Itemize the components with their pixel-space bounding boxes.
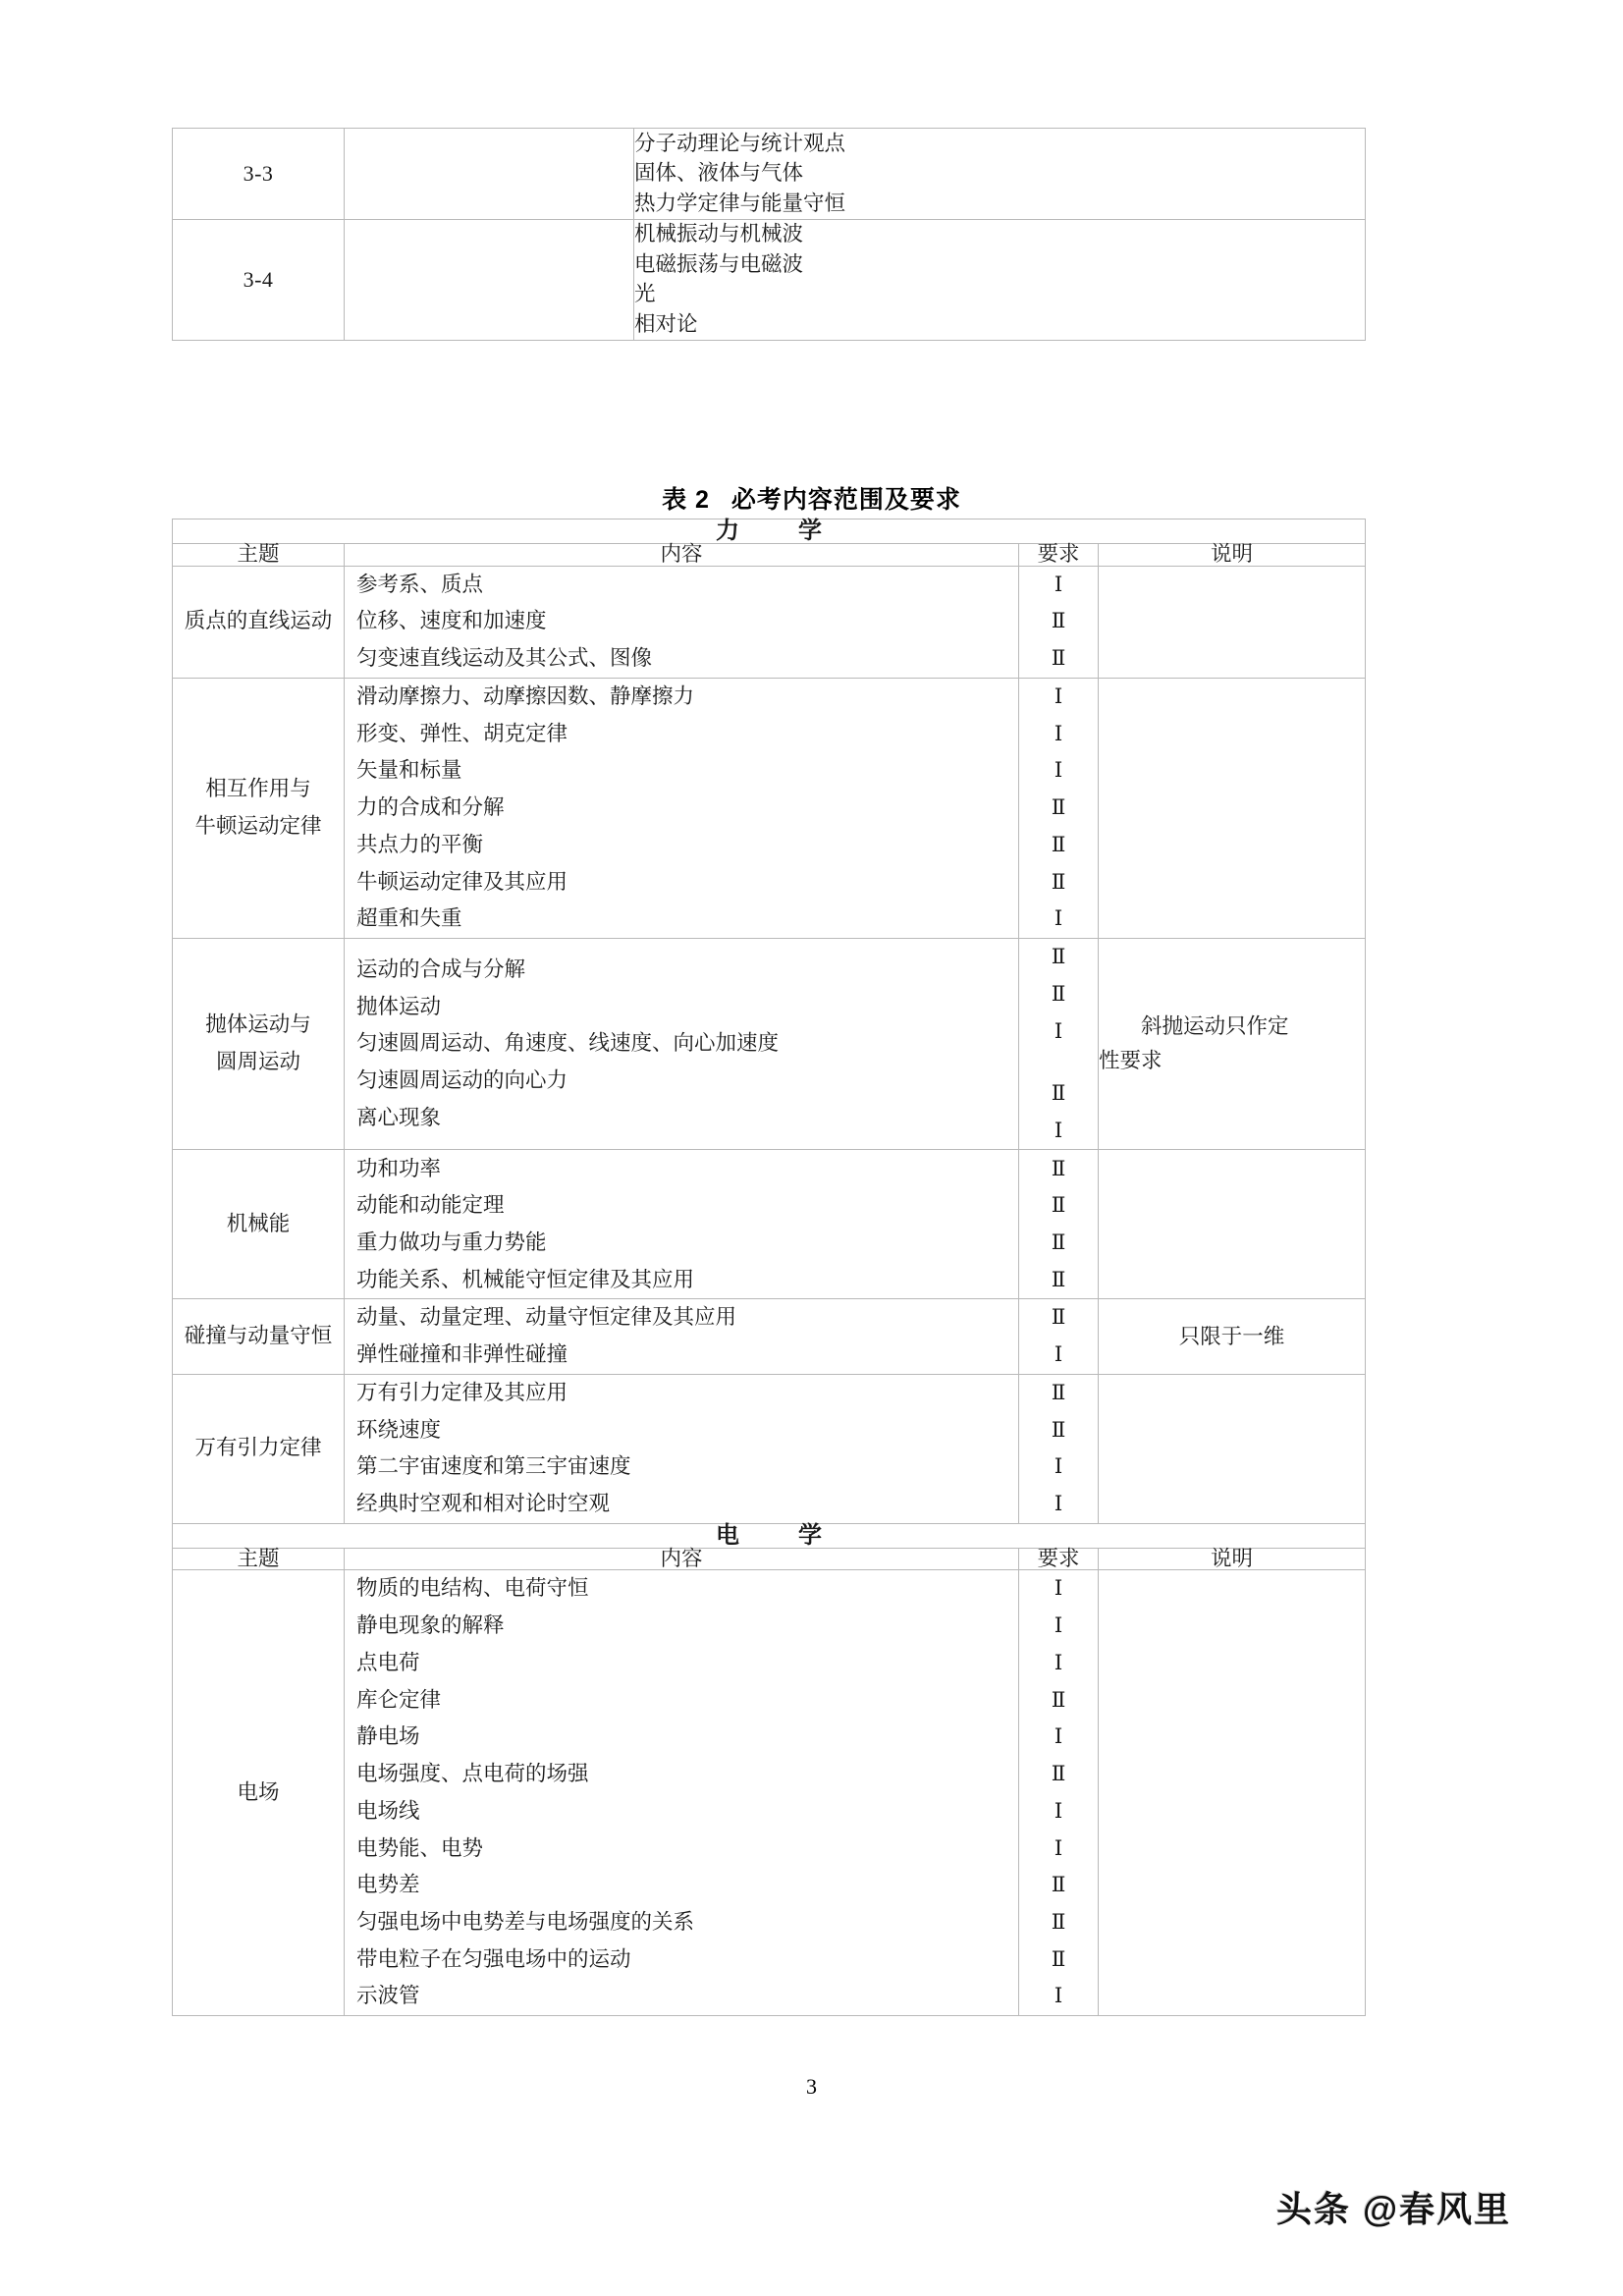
list-item: 共点力的平衡 — [356, 832, 484, 856]
content-cell — [345, 1570, 1019, 2016]
requirement-level: Ⅱ — [1051, 1946, 1066, 1971]
list-item: 点电荷 — [356, 1650, 420, 1674]
list-item: 电势差 — [356, 1873, 420, 1897]
list-item: 匀变速直线运动及其公式、图像 — [356, 646, 653, 671]
section-band-row — [173, 1523, 1366, 1548]
list-item: 热力学定律与能量守恒 — [634, 191, 846, 215]
list-item: 牛顿运动定律及其应用 — [356, 869, 568, 894]
requirement-cell — [1019, 678, 1099, 938]
list-item: 万有引力定律及其应用 — [356, 1380, 568, 1404]
requirement-level: Ⅱ — [1051, 795, 1066, 820]
table-row — [173, 938, 1366, 1149]
requirement-level: Ⅰ — [1054, 906, 1063, 931]
caption-text: 必考内容范围及要求 — [730, 486, 961, 514]
requirement-level: Ⅱ — [1051, 945, 1066, 969]
list-item: 离心现象 — [356, 1105, 442, 1129]
list-item: 匀速圆周运动的向心力 — [356, 1068, 568, 1093]
requirement-level: Ⅱ — [1051, 1909, 1066, 1934]
content-cell — [345, 1374, 1019, 1523]
list-item: 固体、液体与气体 — [634, 161, 804, 185]
table-header-row — [173, 1548, 1366, 1570]
list-item: 参考系、质点 — [356, 572, 484, 596]
list-item: 抛体运动 — [356, 994, 442, 1018]
section-band-electricity: 电 学 — [173, 1523, 1366, 1548]
list-item: 机械振动与机械波 — [634, 222, 804, 246]
table-row — [173, 1374, 1366, 1523]
list-item: 示波管 — [356, 1984, 420, 2008]
header-note: 说明 — [1099, 1548, 1366, 1570]
note-cell — [1099, 1570, 1366, 2016]
requirement-level: Ⅱ — [1051, 1230, 1066, 1254]
content-cell — [345, 566, 1019, 678]
header-content: 内容 — [345, 544, 1019, 567]
note-cell — [1099, 1150, 1366, 1299]
list-item: 电场线 — [356, 1798, 420, 1823]
note-cell — [1099, 566, 1366, 678]
requirement-level: Ⅱ — [1051, 1873, 1066, 1897]
requirement-level: Ⅰ — [1054, 1118, 1063, 1142]
requirement-level: Ⅰ — [1054, 1576, 1063, 1601]
list-item: 重力做功与重力势能 — [356, 1230, 547, 1254]
requirement-level: Ⅱ — [1051, 1193, 1066, 1218]
list-item: 静电场 — [356, 1724, 420, 1749]
list-item: 电场强度、点电荷的场强 — [356, 1762, 589, 1786]
list-item: 库仑定律 — [356, 1687, 442, 1712]
requirement-level: Ⅰ — [1054, 1454, 1063, 1479]
list-item: 电势能、电势 — [356, 1835, 484, 1860]
requirement-level: Ⅰ — [1054, 1798, 1063, 1823]
requirement-cell — [1019, 1299, 1099, 1374]
note-line: 斜抛运动只作定 — [1141, 1014, 1289, 1039]
requirement-level: Ⅱ — [1051, 609, 1066, 633]
topic-cell: 机械能 — [173, 1150, 345, 1299]
requirement-level: Ⅱ — [1051, 1305, 1066, 1330]
header-topic: 主题 — [173, 544, 345, 567]
table-row — [173, 1150, 1366, 1299]
list-item: 运动的合成与分解 — [356, 957, 526, 981]
topic-cell: 电场 — [173, 1570, 345, 2016]
table-header-row — [173, 544, 1366, 567]
requirement-level: Ⅱ — [1051, 869, 1066, 894]
requirement-cell — [1019, 1150, 1099, 1299]
topic-line: 圆周运动 — [215, 1050, 300, 1074]
table-row — [173, 129, 1366, 220]
content-cell — [345, 1299, 1019, 1374]
list-item: 形变、弹性、胡克定律 — [356, 721, 568, 745]
requirement-level: Ⅰ — [1054, 1984, 1063, 2008]
header-content: 内容 — [345, 1548, 1019, 1570]
requirement-level: Ⅱ — [1051, 1267, 1066, 1291]
requirement-level: Ⅰ — [1054, 1492, 1063, 1516]
section-band-row — [173, 519, 1366, 544]
requirement-level: Ⅱ — [1051, 1762, 1066, 1786]
header-topic: 主题 — [173, 1548, 345, 1570]
list-item: 矢量和标量 — [356, 758, 462, 783]
table-row — [173, 1299, 1366, 1374]
page-number: 3 — [806, 2074, 817, 2099]
topic-line: 抛体运动与 — [205, 1012, 311, 1037]
list-item: 功能关系、机械能守恒定律及其应用 — [356, 1267, 695, 1291]
table-optional-modules — [172, 128, 1366, 341]
requirement-level: Ⅰ — [1054, 1650, 1063, 1674]
module-blank-cell — [345, 129, 634, 220]
requirement-level: Ⅱ — [1051, 1417, 1066, 1442]
header-requirement: 要求 — [1019, 1548, 1099, 1570]
topic-cell: 质点的直线运动 — [173, 566, 345, 678]
table-row — [173, 219, 1366, 340]
list-item: 滑动摩擦力、动摩擦因数、静摩擦力 — [356, 683, 695, 708]
requirement-level: Ⅱ — [1051, 646, 1066, 671]
requirement-level: Ⅰ — [1054, 1342, 1063, 1367]
list-item: 动量、动量定理、动量守恒定律及其应用 — [356, 1305, 737, 1330]
module-blank-cell — [345, 219, 634, 340]
caption-label: 表 2 — [662, 486, 710, 514]
list-item: 电磁振荡与电磁波 — [634, 251, 804, 276]
header-requirement: 要求 — [1019, 544, 1099, 567]
requirement-level: Ⅰ — [1054, 683, 1063, 708]
topic-line: 相互作用与 — [205, 777, 311, 801]
requirement-level: Ⅱ — [1051, 1380, 1066, 1404]
list-item: 力的合成和分解 — [356, 795, 505, 820]
module-code-cell: 3-3 — [173, 129, 345, 220]
module-code-cell: 3-4 — [173, 219, 345, 340]
list-item: 超重和失重 — [356, 906, 462, 931]
content-cell — [345, 938, 1019, 1149]
list-item: 经典时空观和相对论时空观 — [356, 1492, 611, 1516]
list-item: 功和功率 — [356, 1156, 442, 1180]
requirement-level: Ⅰ — [1054, 1613, 1063, 1638]
requirement-level: Ⅱ — [1051, 981, 1066, 1006]
topic-cell — [173, 938, 345, 1149]
list-item: 环绕速度 — [356, 1417, 442, 1442]
module-items-cell — [634, 129, 1366, 220]
requirement-level: Ⅱ — [1051, 1081, 1066, 1106]
requirement-level: Ⅰ — [1054, 721, 1063, 745]
content-cell — [345, 678, 1019, 938]
table-row — [173, 678, 1366, 938]
table-row — [173, 1570, 1366, 2016]
requirement-cell — [1019, 938, 1099, 1149]
list-item: 匀速圆周运动、角速度、线速度、向心加速度 — [356, 1031, 780, 1056]
header-note: 说明 — [1099, 544, 1366, 567]
requirement-level: Ⅰ — [1054, 1018, 1063, 1043]
list-item: 弹性碰撞和非弹性碰撞 — [356, 1342, 568, 1367]
requirement-level: Ⅱ — [1051, 832, 1066, 856]
list-item: 动能和动能定理 — [356, 1193, 505, 1218]
list-item: 匀强电场中电势差与电场强度的关系 — [356, 1909, 695, 1934]
note-cell — [1099, 678, 1366, 938]
requirement-level: Ⅰ — [1054, 572, 1063, 596]
table-required-content — [172, 519, 1366, 2016]
topic-cell: 碰撞与动量守恒 — [173, 1299, 345, 1374]
requirement-cell — [1019, 1374, 1099, 1523]
topic-line: 牛顿运动定律 — [194, 813, 322, 838]
watermark: 头条 @春风里 — [1276, 2189, 1512, 2229]
note-line: 性要求 — [1099, 1049, 1163, 1073]
note-cell: 只限于一维 — [1099, 1299, 1366, 1374]
module-items-cell — [634, 219, 1366, 340]
list-item: 相对论 — [634, 311, 698, 336]
requirement-level: Ⅱ — [1051, 1687, 1066, 1712]
note-cell — [1099, 938, 1366, 1149]
requirement-level: Ⅱ — [1051, 1156, 1066, 1180]
list-item: 位移、速度和加速度 — [356, 609, 547, 633]
requirement-level: Ⅰ — [1054, 1835, 1063, 1860]
requirement-level: Ⅰ — [1054, 758, 1063, 783]
list-item: 光 — [634, 282, 656, 305]
list-item: 静电现象的解释 — [356, 1613, 505, 1638]
list-item: 物质的电结构、电荷守恒 — [356, 1576, 589, 1601]
requirement-cell — [1019, 1570, 1099, 2016]
content-cell — [345, 1150, 1019, 1299]
section-band-mechanics: 力 学 — [173, 519, 1366, 544]
requirement-cell — [1019, 566, 1099, 678]
list-item: 带电粒子在匀强电场中的运动 — [356, 1946, 631, 1971]
topic-cell — [173, 678, 345, 938]
topic-cell: 万有引力定律 — [173, 1374, 345, 1523]
requirement-level: Ⅰ — [1054, 1724, 1063, 1749]
table-row — [173, 566, 1366, 678]
table-two-caption — [0, 480, 1623, 516]
list-item: 分子动理论与统计观点 — [634, 131, 846, 155]
list-item: 第二宇宙速度和第三宇宙速度 — [356, 1454, 631, 1479]
note-cell — [1099, 1374, 1366, 1523]
